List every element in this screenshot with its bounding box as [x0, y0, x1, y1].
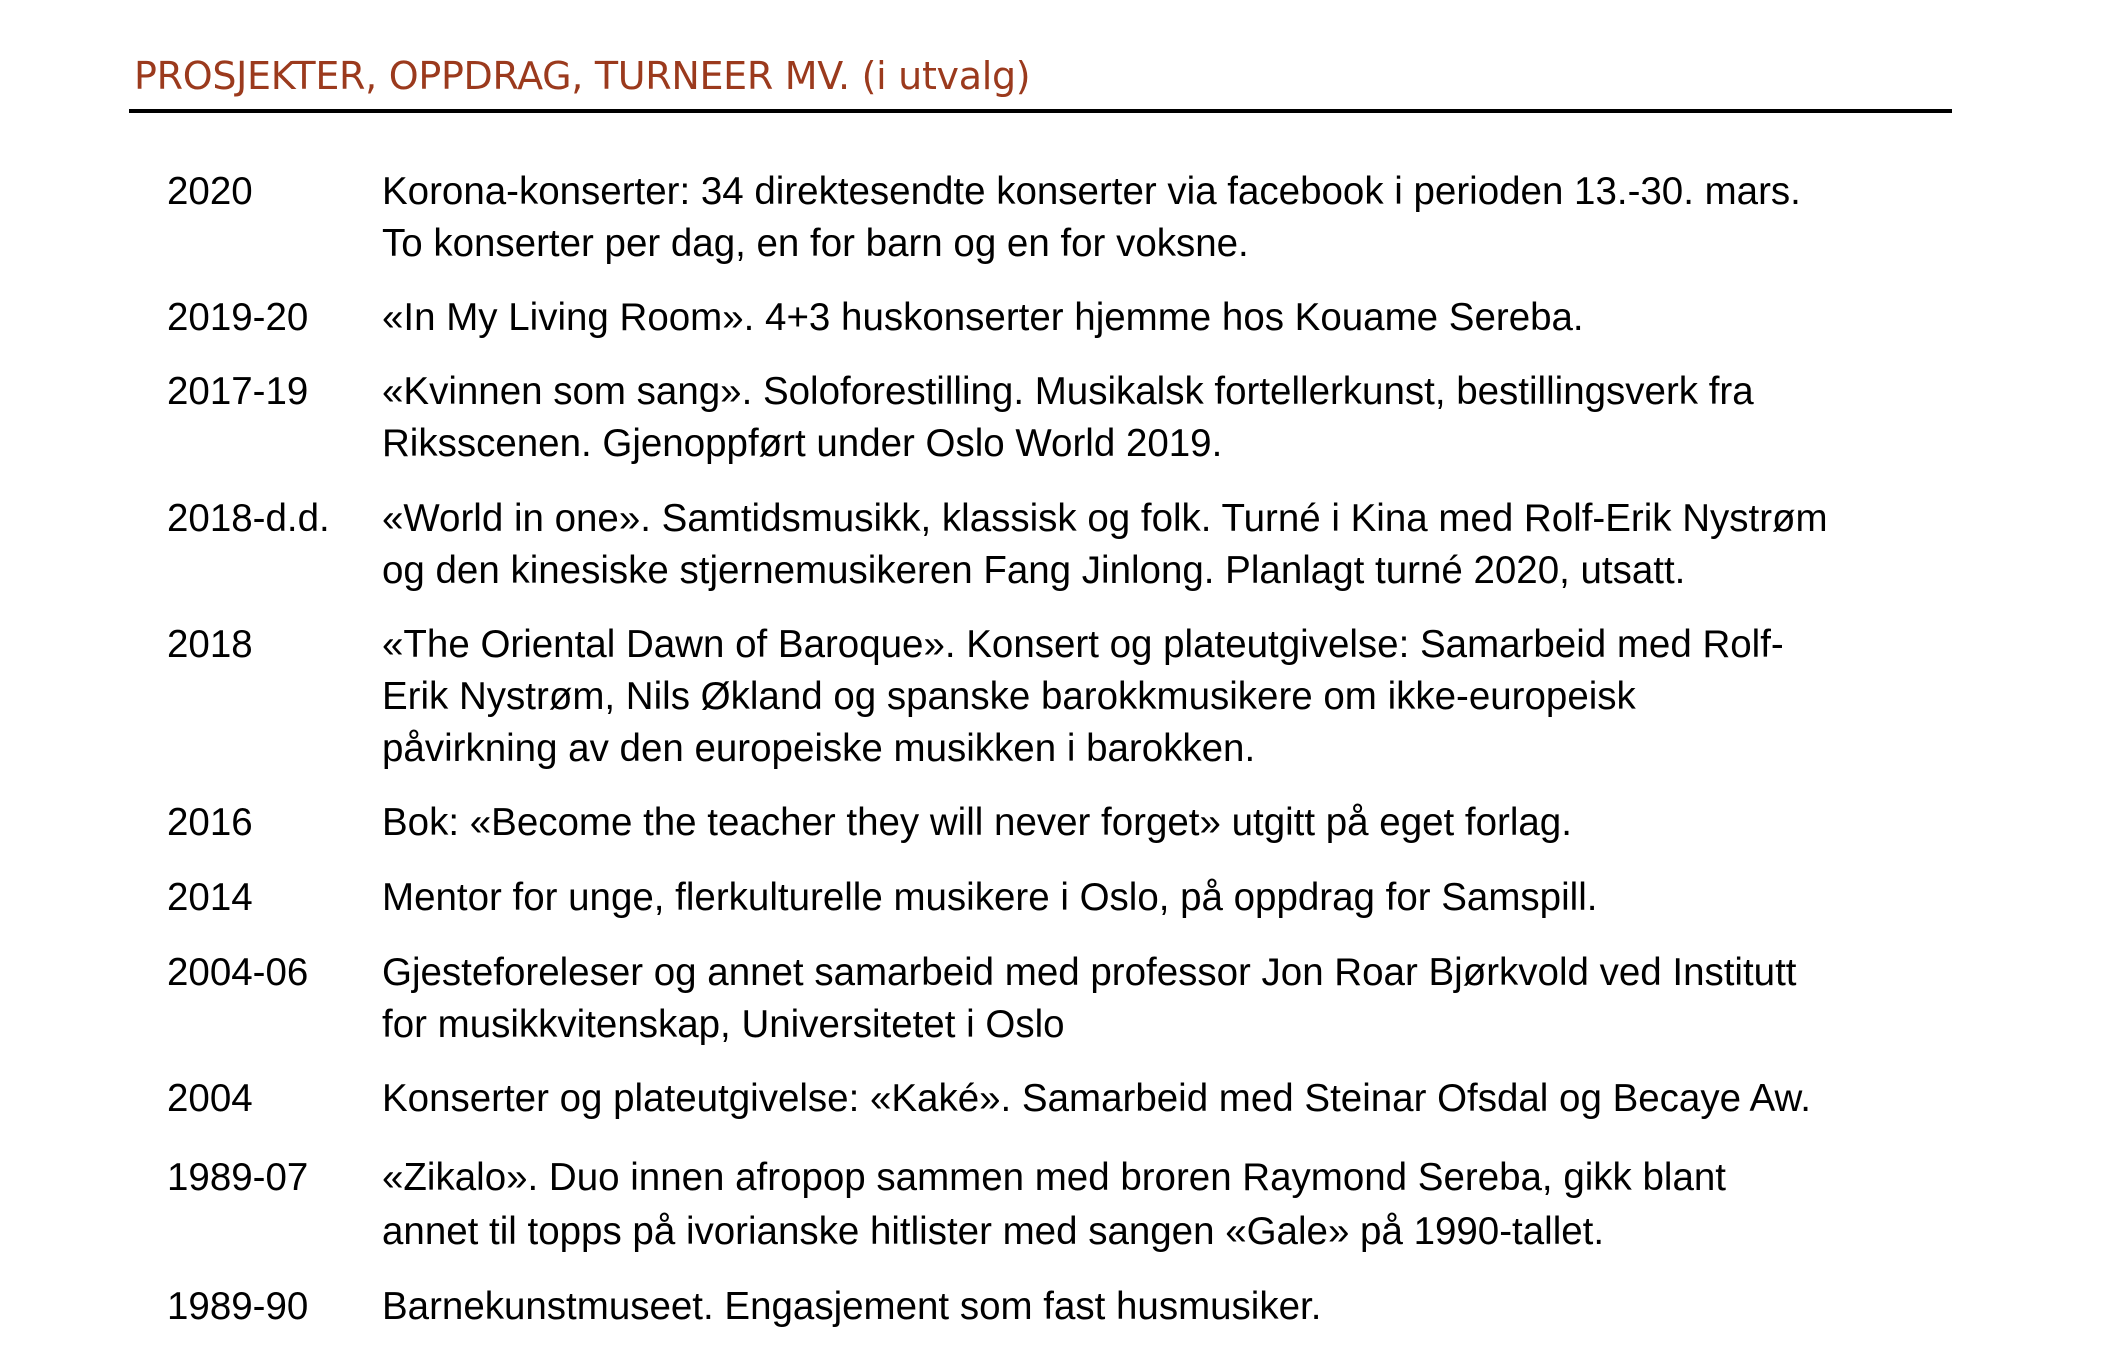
entry-description — [382, 619, 1942, 775]
entry-description-line: Konserter og plateutgivelse: «Kaké». Samarbeid med Steinar Ofsdal og Becaye Aw. — [382, 1077, 1811, 1120]
entry-year: 2017-19 — [167, 370, 309, 413]
entry-description — [382, 166, 1942, 270]
entry-description — [382, 1281, 1942, 1333]
entry-year: 2004-06 — [167, 951, 309, 994]
entry-description-line: «Kvinnen som sang». Soloforestilling. Musikalsk fortellerkunst, bestillingsverk fra — [382, 370, 1754, 413]
entry-description — [382, 493, 1942, 597]
entry-description-line: «Zikalo». Duo innen afropop sammen med broren Raymond Sereba, gikk blant — [382, 1156, 1726, 1199]
entry-description-line: Gjesteforeleser og annet samarbeid med professor Jon Roar Bjørkvold ved Institutt — [382, 951, 1797, 994]
entry-description-line: «World in one». Samtidsmusikk, klassisk og folk. Turné i Kina med Rolf-Erik Nystrøm — [382, 497, 1828, 540]
entry-description-line: Mentor for unge, flerkulturelle musikere i Oslo, på oppdrag for Samspill. — [382, 876, 1598, 919]
entry-description-line: To konserter per dag, en for barn og en for voksne. — [382, 222, 1249, 265]
entry-description — [382, 1073, 1942, 1125]
entry-year: 2020 — [167, 170, 253, 213]
entry-year: 1989-90 — [167, 1285, 309, 1328]
title-underline-rule — [129, 109, 1952, 113]
entry-description-line: Barnekunstmuseet. Engasjement som fast husmusiker. — [382, 1285, 1322, 1328]
entry-year: 2014 — [167, 876, 253, 919]
entry-description — [382, 292, 1942, 344]
entry-description — [382, 366, 1942, 470]
entry-description — [382, 797, 1942, 849]
entry-year: 2004 — [167, 1077, 253, 1120]
entry-description — [382, 1152, 1942, 1258]
entry-description-line: for musikkvitenskap, Universitetet i Oslo — [382, 1003, 1065, 1046]
entry-description-line: Korona-konserter: 34 direktesendte konserter via facebook i perioden 13.-30. mars. — [382, 170, 1801, 213]
entry-description-line: Bok: «Become the teacher they will never forget» utgitt på eget forlag. — [382, 801, 1572, 844]
entry-year: 2019-20 — [167, 296, 309, 339]
entry-description-line: påvirkning av den europeiske musikken i barokken. — [382, 727, 1256, 770]
entry-description-line: og den kinesiske stjernemusikeren Fang Jinlong. Planlagt turné 2020, utsatt. — [382, 549, 1686, 592]
entry-description-line: «In My Living Room». 4+3 huskonserter hjemme hos Kouame Sereba. — [382, 296, 1584, 339]
entry-description-line: Riksscenen. Gjenoppført under Oslo World 2019. — [382, 422, 1223, 465]
entry-year: 2018-d.d. — [167, 497, 330, 540]
entry-description-line: «The Oriental Dawn of Baroque». Konsert og plateutgivelse: Samarbeid med Rolf- — [382, 623, 1784, 666]
entry-description-line: annet til topps på ivorianske hitlister med sangen «Gale» på 1990-tallet. — [382, 1210, 1605, 1253]
section-title: PROSJEKTER, OPPDRAG, TURNEER MV. (i utvalg) — [134, 54, 1031, 98]
entry-year: 1989-07 — [167, 1156, 309, 1199]
entry-description — [382, 872, 1942, 924]
entry-year: 2018 — [167, 623, 253, 666]
entry-description-line: Erik Nystrøm, Nils Økland og spanske barokkmusikere om ikke-europeisk — [382, 675, 1636, 718]
entry-year: 2016 — [167, 801, 253, 844]
entry-description — [382, 947, 1942, 1051]
